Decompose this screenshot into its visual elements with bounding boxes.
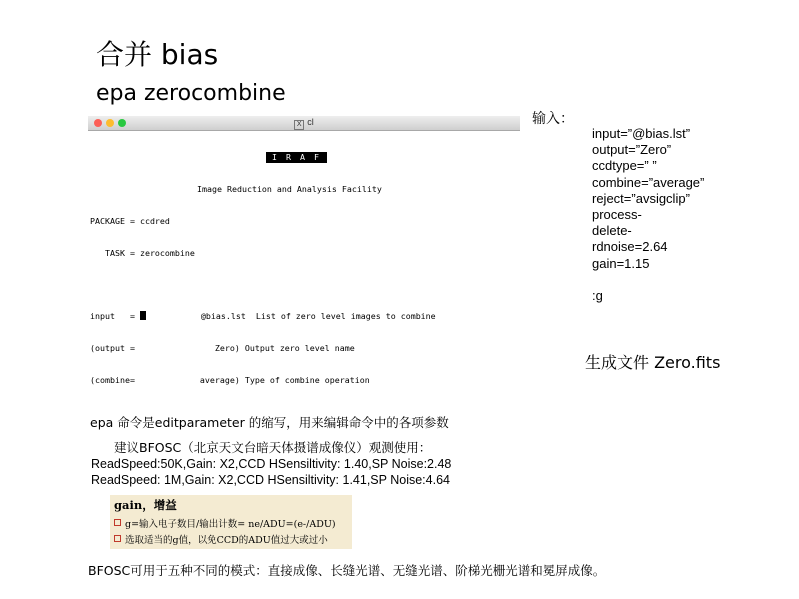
inputs-line xyxy=(592,272,704,288)
inputs-line: delete- xyxy=(592,223,632,239)
inputs-line: reject=”avsigclip” xyxy=(592,190,690,206)
iraf-banner: I R A F xyxy=(266,152,327,163)
inputs-line: combine=”average” xyxy=(592,174,705,190)
inputs-line: ccdtype=” ” xyxy=(592,158,657,174)
inputs-line: :g xyxy=(592,288,603,304)
inputs-line: process- xyxy=(592,207,642,223)
terminal-window[interactable] xyxy=(88,116,520,390)
gain-heading: gain，增益 xyxy=(114,498,177,512)
facility-title: Image Reduction and Analysis Facility xyxy=(197,183,382,194)
terminal-titlebar[interactable] xyxy=(88,116,520,131)
gain-bullet: g=输入电子数目/输出计数= ne/ADU=(e-/ADU) xyxy=(114,516,336,530)
readspeed-line: ReadSpeed: 1M,Gain: X2,CCD HSensiltivity: 1.41,SP Noise:4.64 xyxy=(91,473,450,487)
epa-note: epa 命令是editparameter 的缩写，用来编辑命令中的各项参数 xyxy=(90,415,449,430)
bullet-square-icon xyxy=(114,519,121,526)
slide-title: 合并 bias xyxy=(96,38,219,71)
terminal-body[interactable] xyxy=(90,131,520,390)
output-file-note: 生成文件 Zero.fits xyxy=(585,353,721,372)
inputs-line: gain=1.15 xyxy=(592,255,650,271)
bullet-square-icon xyxy=(114,535,121,542)
package-line: PACKAGE = ccdred xyxy=(90,215,170,226)
x11-icon: X xyxy=(294,120,304,130)
readspeed-line: ReadSpeed:50K,Gain: X2,CCD HSensiltivity: 1.40,SP Noise:2.48 xyxy=(91,457,452,471)
inputs-label: 输入： xyxy=(532,111,574,127)
gain-bullet: 选取适当的g值，以免CCD的ADU值过大或过小 xyxy=(114,532,328,546)
terminal-title-text: cl xyxy=(307,117,314,127)
param-line[interactable]: (combine= average) Type of combine operation xyxy=(90,374,370,385)
inputs-line: output=”Zero” xyxy=(592,142,672,158)
param-line[interactable]: (output = Zero) Output zero level name xyxy=(90,342,355,353)
task-line: TASK = zerocombine xyxy=(90,247,195,258)
inputs-line: input=”@bias.lst” xyxy=(592,126,691,141)
slide-subtitle: epa zerocombine xyxy=(96,81,286,106)
terminal-title xyxy=(88,117,520,130)
gain-definition-box xyxy=(110,495,352,549)
inputs-line: rdnoise=2.64 xyxy=(592,239,668,255)
param-input-line[interactable]: input = @bias.lst List of zero level images to combine xyxy=(90,311,436,322)
bfosc-modes-note: BFOSC可用于五种不同的模式：直接成像、长缝光谱、无缝光谱、阶梯光栅光谱和冕屏成像。 xyxy=(88,563,606,578)
inputs-list xyxy=(592,126,704,304)
bfosc-intro: 建议BFOSC（北京天文台暗天体摄谱成像仪）观测使用： xyxy=(114,440,432,455)
